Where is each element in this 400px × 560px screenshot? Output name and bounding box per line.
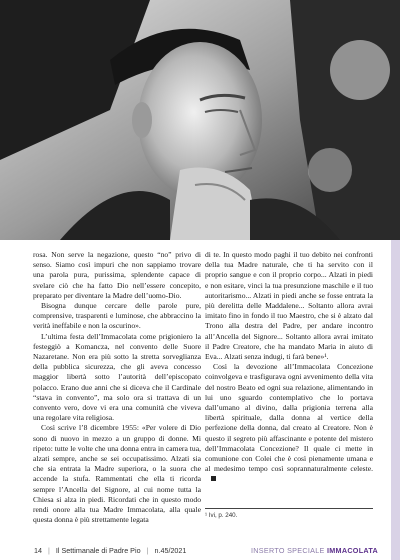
page-number: 14 — [34, 546, 42, 555]
paragraph: rosa. Non serve la negazione, questo “no” privo di senso. Siamo così impuri che non sappiamo trovare una parola pura, purissima, splendente capace di svelare ciò che ha fatto Dio nell’essere concepito, preparato per diventare la Madre dell’uomo-Dio. — [33, 250, 201, 300]
portrait-illustration — [0, 0, 400, 240]
paragraph: Così scrive l’8 dicembre 1955: «Per volere di Dio sono di nuovo in mezzo a un gruppo di donne. Mi ripeto: tutte le volte che una donna entra in camera tua, alzati sempre, anche se sei occupatissimo. Alzati sia che sia entrata la Madre superiora, o la suora che accende la stufa. Rammentati che ella ti ricorda sempre l’Ancella del Signore, al cui nome tutta la Chiesa si alza in piedi. Ricordati che in questo modo rendi onore alla tua Madre Immacolata, alla quale questa donna è più strettamente legata — [33, 423, 201, 525]
footer-right — [251, 546, 378, 555]
paragraph: L’ultima festa dell’Immacolata come prigioniero la festeggiò a Komancza, nel convento delle Suore Nazaretane. Non era più sotto la stretta sorveglianza della pubblica sicurezza, che gli aveva concesso maggior libertà sotto l’autorità dell’episcopato polacco. Erano due anni che si diceva che il Cardinale “stava in convento”, ma solo ora si trattava di un convento vero, dove vi era una comunità che viveva una regolare vita religiosa. — [33, 331, 201, 423]
special-label: INSERTO SPECIALE — [251, 546, 325, 555]
article-column-left — [33, 250, 201, 525]
footer-separator: | — [146, 546, 149, 555]
footer-separator: | — [48, 546, 50, 555]
decorative-side-bar — [391, 240, 400, 560]
special-title: IMMACOLATA — [326, 546, 378, 555]
magazine-name: Il Settimanale di Padre Pio — [55, 546, 141, 555]
article-column-right — [205, 250, 373, 485]
paragraph: Bisogna dunque cercare delle parole pure, comprensive, trasparenti e luminose, che abbraccino la verità ineffabile e non la oscurino». — [33, 301, 201, 331]
footnote: ¹ Ivi, p. 240. — [205, 508, 373, 519]
paragraph: di te. In questo modo paghi il tuo debito nei confronti della tua Madre naturale, che ti ha servito con il proprio sangue e con il proprio corpo... Alzati in piedi e non esitare, vinci la tua presunzione maschile e il tuo autoritarismo... Alzati in piedi anche se fosse entrata la più derelitta delle Maddalene... Soltanto allora avrai imitato fino in fondo il tuo Maestro, che si è alzato dal Trono alla destra del Padre, per andare incontro all’Ancella del Signore... Soltanto allora avrai imitato il Padre Creatore, che ha mandato Maria in aiuto di Eva... Alzati senza indugi, ti farà bene»¹. — [205, 250, 373, 362]
portrait-photo — [0, 0, 400, 240]
footer-left — [34, 546, 190, 555]
issue-number: n.45/2021 — [154, 546, 187, 555]
end-mark-icon — [211, 476, 216, 481]
paragraph-text: Così la devozione all’Immacolata Concezione coinvolgeva e trasfigurava ogni avvenimento della vita del nostro Beato ed ogni sua relazione, alimentando in lui uno sguardo contemplativo che lo portava dall’umano al divino, dalla prigionia terrena alla libertà spirituale, dalla donna al vertice della perfezione della donna, dal creato al Creatore. Non è questo il segreto più affascinante e potente del mistero dell’Immacolata Concezione? Il quale ci mette in comunione con Colei che è così pienamente umana e al medesimo tempo così soprannaturalmente celeste. — [205, 362, 373, 474]
page-footer — [0, 544, 400, 558]
paragraph-final — [205, 362, 373, 484]
